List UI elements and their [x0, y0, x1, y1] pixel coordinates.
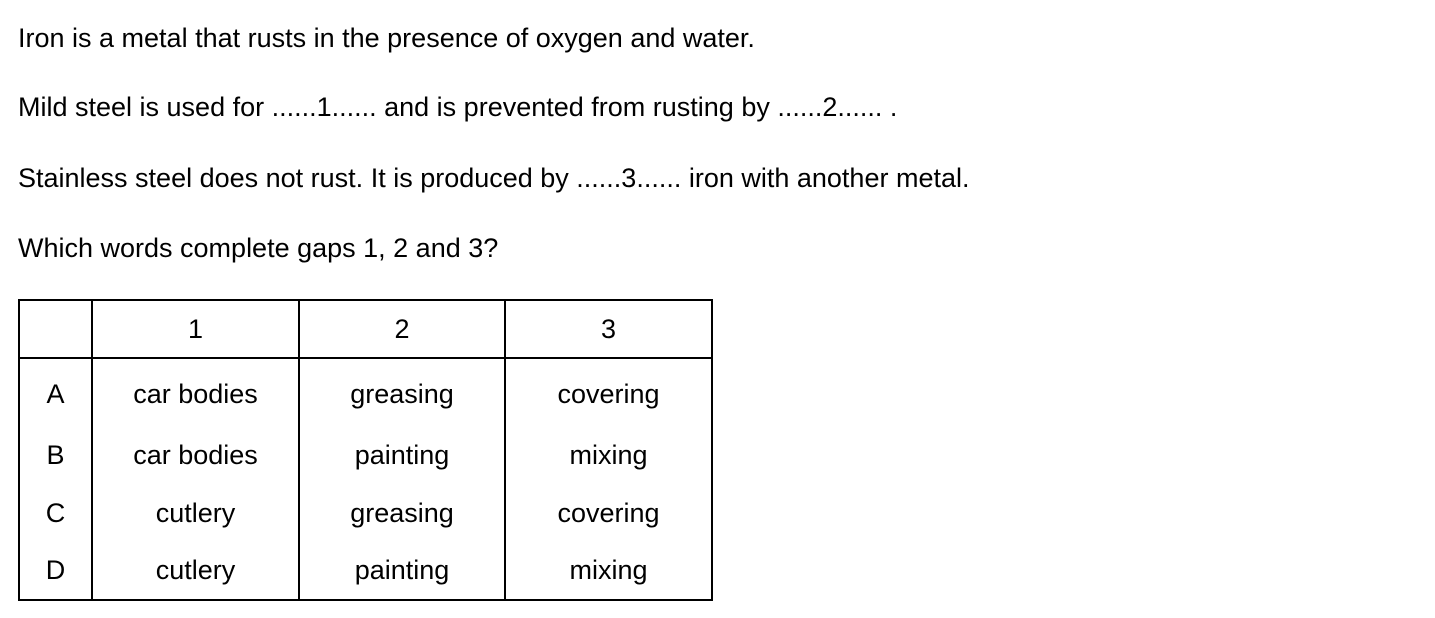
option-letter: C [19, 484, 92, 542]
mild-steel-sentence: Mild steel is used for ......1...... and is prevented from rusting by ......2...... . [18, 92, 898, 122]
option-row-a[interactable] [19, 358, 712, 426]
gap2-cell: painting [299, 426, 505, 484]
option-letter: A [19, 358, 92, 426]
gap1-cell: car bodies [92, 358, 299, 426]
gap3-cell: covering [505, 484, 712, 542]
option-row-b[interactable] [19, 426, 712, 484]
option-letter: B [19, 426, 92, 484]
header-gap-1: 1 [92, 300, 299, 358]
header-gap-3: 3 [505, 300, 712, 358]
header-blank [19, 300, 92, 358]
gap3-cell: mixing [505, 426, 712, 484]
option-letter: D [19, 542, 92, 600]
answer-options-table [18, 299, 713, 601]
gap1-cell: cutlery [92, 484, 299, 542]
gap1-cell: car bodies [92, 426, 299, 484]
table-header-row [19, 300, 712, 358]
gap2-cell: painting [299, 542, 505, 600]
question-prompt: Which words complete gaps 1, 2 and 3? [18, 233, 499, 263]
gap3-cell: covering [505, 358, 712, 426]
gap3-cell: mixing [505, 542, 712, 600]
gap1-cell: cutlery [92, 542, 299, 600]
gap2-cell: greasing [299, 358, 505, 426]
gap2-cell: greasing [299, 484, 505, 542]
option-row-c[interactable] [19, 484, 712, 542]
option-row-d[interactable] [19, 542, 712, 600]
stainless-steel-sentence: Stainless steel does not rust. It is produced by ......3...... iron with another metal. [18, 163, 970, 193]
header-gap-2: 2 [299, 300, 505, 358]
intro-text: Iron is a metal that rusts in the presence of oxygen and water. [18, 23, 755, 53]
